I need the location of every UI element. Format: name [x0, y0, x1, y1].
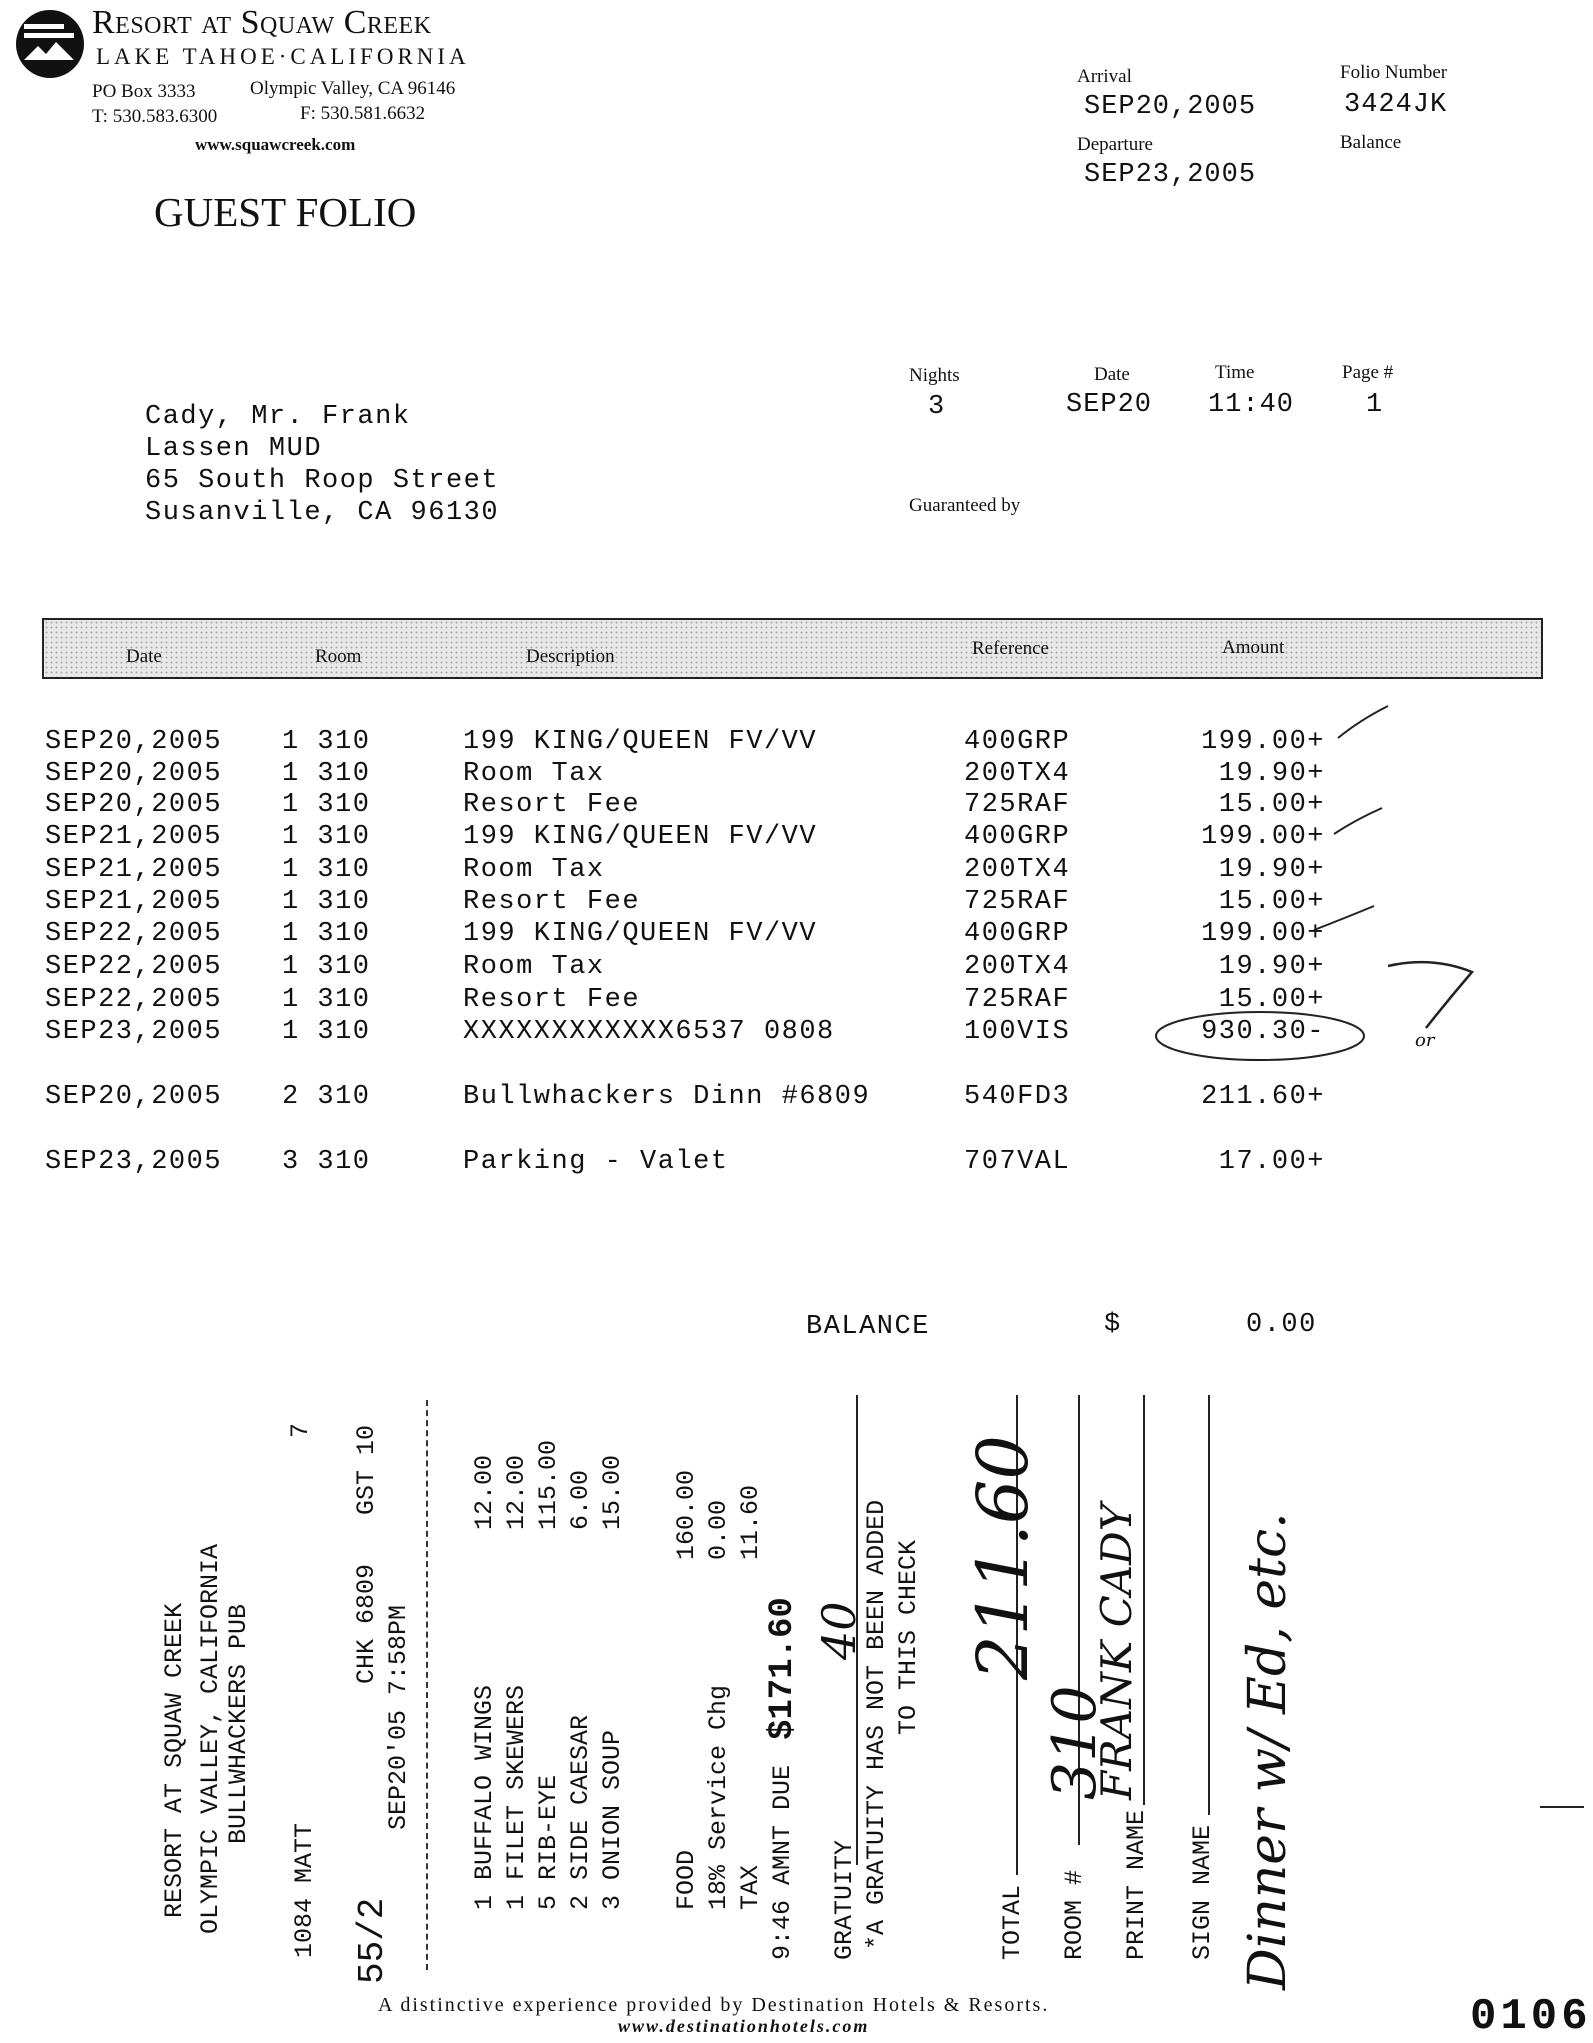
receipt-service-label: 18% Service Chg [704, 1684, 733, 1910]
resort-website: www.squawcreek.com [195, 135, 356, 154]
footer-tagline: A distinctive experience provided by Destination Hotels & Resorts. [378, 1994, 1050, 2016]
receipt-header3: BULLWHACKERS PUB [224, 1603, 253, 1844]
receipt-item-name: RIB-EYE [534, 1774, 563, 1880]
cell-room: 1 310 [282, 822, 371, 852]
cell-room: 1 310 [282, 887, 371, 917]
cell-description: Room Tax [463, 855, 605, 885]
cell-date: SEP22,2005 [45, 919, 223, 949]
cell-room: 1 310 [282, 727, 371, 757]
col-description: Description [526, 646, 615, 667]
receipt-food-label: FOOD [672, 1849, 701, 1910]
cell-date: SEP21,2005 [45, 822, 223, 852]
print-line [1143, 1395, 1145, 1805]
cell-reference: 400GRP [964, 727, 1071, 757]
cell-description: Parking - Valet [463, 1147, 729, 1177]
receipt-gratuity-label: GRATUITY [830, 1839, 859, 1960]
receipt-item-qty: 5 [534, 1894, 563, 1910]
page-label: Page # [1342, 362, 1394, 383]
receipt-food: 160.00 [672, 1469, 701, 1560]
cell-reference: 200TX4 [964, 759, 1071, 789]
receipt-print-label: PRINT NAME [1122, 1809, 1151, 1960]
page-value: 1 [1366, 390, 1384, 420]
col-date: Date [126, 646, 162, 667]
handwritten-or: or [1415, 1030, 1435, 1051]
receipt-server: 1084 MATT [290, 1822, 319, 1958]
cell-room: 1 310 [282, 919, 371, 949]
receipt-item-qty: 1 [470, 1894, 499, 1910]
balance-label-bottom: BALANCE [806, 1312, 930, 1342]
receipt-datetime: SEP20'05 7:58PM [384, 1604, 413, 1830]
receipt-seat: 55/2 [352, 1897, 393, 1984]
balance-label: Balance [1340, 132, 1402, 153]
receipt-item-name: SIDE CAESAR [566, 1714, 595, 1880]
question-mark [1388, 962, 1472, 1028]
receipt-item-qty: 2 [566, 1894, 595, 1910]
date-value: SEP20 [1066, 390, 1153, 420]
receipt-service: 0.00 [704, 1499, 733, 1560]
cell-date: SEP20,2005 [45, 790, 223, 820]
cell-room: 1 310 [282, 952, 371, 982]
cell-room: 1 310 [282, 790, 371, 820]
cell-amount: 15.00+ [1218, 985, 1325, 1015]
cell-room: 1 310 [282, 985, 371, 1015]
receipt-item-name: FILET SKEWERS [502, 1684, 531, 1880]
cell-reference: 725RAF [964, 887, 1071, 917]
cell-amount: 930.30- [1201, 1017, 1325, 1047]
receipt-item-qty: 3 [598, 1894, 627, 1910]
cell-date: SEP20,2005 [45, 759, 223, 789]
resort-name: Resort at Squaw Creek [92, 4, 432, 41]
cell-amount: 19.90+ [1218, 759, 1325, 789]
receipt-header1: RESORT AT SQUAW CREEK [160, 1602, 189, 1918]
receipt-item-name: BUFFALO WINGS [470, 1684, 499, 1880]
receipt-item-name: ONION SOUP [598, 1729, 627, 1880]
po-box: PO Box 3333 [92, 81, 196, 102]
departure-label: Departure [1077, 134, 1153, 155]
footer-website: www.destinationhotels.com [618, 2016, 870, 2036]
nights-value: 3 [928, 392, 946, 422]
handwritten-checkmarks [1060, 690, 1480, 1070]
resort-phone: T: 530.583.6300 [92, 106, 218, 127]
cell-date: SEP20,2005 [45, 727, 223, 757]
cell-description: Room Tax [463, 759, 605, 789]
cell-description: Resort Fee [463, 887, 641, 917]
receipt-item-price: 15.00 [598, 1454, 627, 1530]
cell-description: Bullwhackers Dinn #6809 [463, 1082, 871, 1112]
balance-value: 0.00 [1246, 1310, 1317, 1340]
folio-number: 3424JK [1344, 90, 1448, 120]
guest-street: 65 South Roop Street [145, 466, 500, 496]
cell-reference: 200TX4 [964, 855, 1071, 885]
receipt-item-price: 12.00 [470, 1454, 499, 1530]
nights-label: Nights [909, 365, 960, 386]
resort-location: LAKE TAHOE·CALIFORNIA [96, 44, 470, 69]
time-label: Time [1215, 362, 1255, 383]
cell-date: SEP21,2005 [45, 887, 223, 917]
col-amount: Amount [1222, 637, 1285, 658]
cell-description: 199 KING/QUEEN FV/VV [463, 727, 818, 757]
amount-circle [1156, 1012, 1364, 1060]
receipt-total-label: TOTAL [998, 1884, 1027, 1960]
cell-description: XXXXXXXXXXXX6537 0808 [463, 1017, 835, 1047]
guest-city: Susanville, CA 96130 [145, 498, 500, 528]
cell-reference: 725RAF [964, 790, 1071, 820]
receipt-room-label: ROOM # [1060, 1869, 1089, 1960]
departure-date: SEP23,2005 [1084, 160, 1257, 190]
guest-name: Cady, Mr. Frank [145, 402, 411, 432]
receipt-header2: OLYMPIC VALLEY, CALIFORNIA [196, 1543, 225, 1934]
cell-room: 2 310 [282, 1082, 371, 1112]
cell-amount: 15.00+ [1218, 790, 1325, 820]
cell-description: 199 KING/QUEEN FV/VV [463, 822, 818, 852]
guest-company: Lassen MUD [145, 434, 323, 464]
cell-date: SEP22,2005 [45, 952, 223, 982]
cell-reference: 707VAL [964, 1147, 1071, 1177]
date-label: Date [1094, 364, 1130, 385]
cell-amount: 211.60+ [1201, 1082, 1325, 1112]
cell-description: Resort Fee [463, 790, 641, 820]
cell-room: 1 310 [282, 1017, 371, 1047]
page-code: 0106 [1470, 1992, 1592, 2042]
folio-number-label: Folio Number [1340, 62, 1448, 83]
cell-amount: 19.90+ [1218, 855, 1325, 885]
receipt-gratuity-note2: TO THIS CHECK [894, 1539, 923, 1735]
cell-reference: 540FD3 [964, 1082, 1071, 1112]
receipt-divider [426, 1400, 428, 1970]
receipt-item-price: 115.00 [534, 1439, 563, 1530]
receipt-due: $171.60 [764, 1597, 802, 1740]
sign-line [1208, 1395, 1210, 1815]
cell-amount: 17.00+ [1218, 1147, 1325, 1177]
col-reference: Reference [972, 638, 1049, 659]
cell-room: 1 310 [282, 759, 371, 789]
resort-fax: F: 530.581.6632 [300, 103, 426, 124]
cell-date: SEP21,2005 [45, 855, 223, 885]
cell-reference: 100VIS [964, 1017, 1071, 1047]
cell-amount: 19.90+ [1218, 952, 1325, 982]
guaranteed-label: Guaranteed by [909, 495, 1021, 516]
cell-room: 3 310 [282, 1147, 371, 1177]
receipt-tax-label: TAX [736, 1864, 765, 1910]
receipt-table-num: 7 [286, 1422, 315, 1438]
receipt-due-label: 9:46 AMNT DUE [768, 1764, 797, 1960]
receipt-item-price: 12.00 [502, 1454, 531, 1530]
cell-amount: 15.00+ [1218, 887, 1325, 917]
cell-amount: 199.00+ [1201, 919, 1325, 949]
receipt-sign-label: SIGN NAME [1188, 1824, 1217, 1960]
time-value: 11:40 [1208, 390, 1295, 420]
receipt-item-qty: 1 [502, 1894, 531, 1910]
col-room: Room [315, 646, 362, 667]
resort-logo [14, 8, 86, 80]
hw-print-name: FRANK CADY [1092, 1503, 1141, 1800]
margin-mark [1540, 1806, 1584, 1808]
cell-reference: 200TX4 [964, 952, 1071, 982]
receipt-gratuity-note1: *A GRATUITY HAS NOT BEEN ADDED [862, 1499, 891, 1950]
balance-currency: $ [1104, 1310, 1122, 1340]
cell-description: Resort Fee [463, 985, 641, 1015]
hw-gratuity: 40 [812, 1601, 866, 1660]
cell-amount: 199.00+ [1201, 822, 1325, 852]
arrival-label: Arrival [1077, 66, 1132, 87]
hw-signature: Dinner w/ Ed, etc. [1238, 1512, 1298, 1990]
cell-date: SEP22,2005 [45, 985, 223, 1015]
cell-date: SEP20,2005 [45, 1082, 223, 1112]
cell-reference: 400GRP [964, 822, 1071, 852]
receipt-check: CHK 6809 [352, 1563, 381, 1684]
cell-date: SEP23,2005 [45, 1017, 223, 1047]
resort-city: Olympic Valley, CA 96146 [250, 78, 456, 99]
cell-date: SEP23,2005 [45, 1147, 223, 1177]
hw-total: 211.60 [962, 1435, 1044, 1680]
cell-description: Room Tax [463, 952, 605, 982]
receipt-guests: GST 10 [352, 1424, 381, 1515]
table-header-bar [42, 618, 1543, 679]
cell-room: 1 310 [282, 855, 371, 885]
cell-description: 199 KING/QUEEN FV/VV [463, 919, 818, 949]
page-title: GUEST FOLIO [154, 189, 417, 235]
cell-reference: 400GRP [964, 919, 1071, 949]
receipt-tax: 11.60 [736, 1484, 765, 1560]
cell-reference: 725RAF [964, 985, 1071, 1015]
cell-amount: 199.00+ [1201, 727, 1325, 757]
hw-room: 310 [1040, 1685, 1110, 1800]
arrival-date: SEP20,2005 [1084, 92, 1257, 122]
receipt-item-price: 6.00 [566, 1469, 595, 1530]
